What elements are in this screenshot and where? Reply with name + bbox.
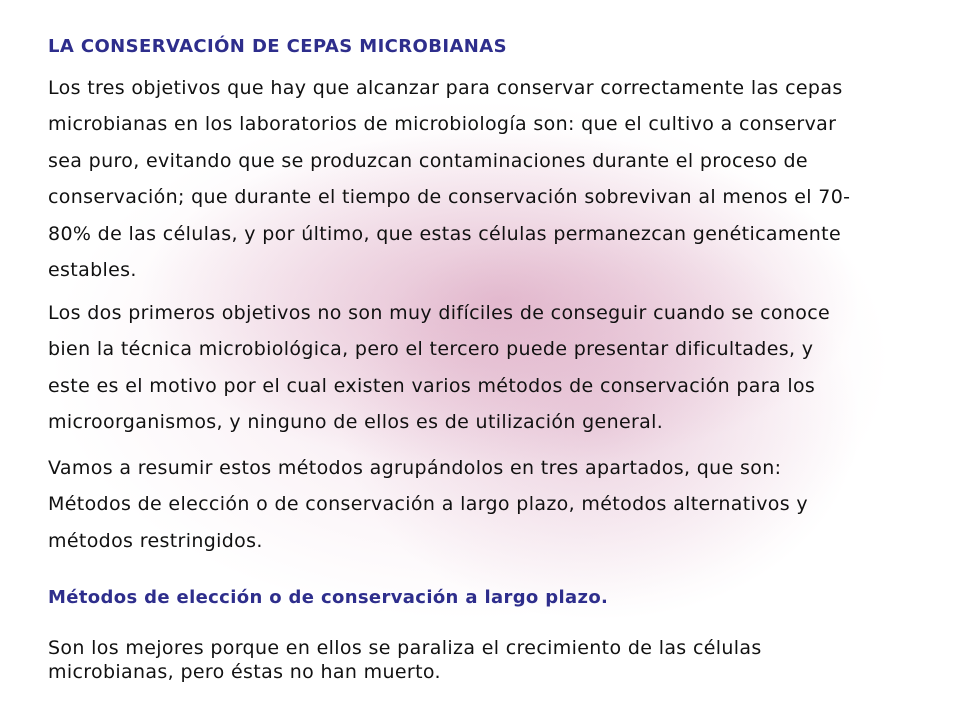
text-line: Los tres objetivos que hay que alcanzar para conservar correctamente las cepas [48, 77, 843, 99]
text-line: Métodos de elección o de conservación a largo plazo, métodos alternativos y [48, 493, 809, 516]
text-line: Vamos a resumir estos métodos agrupándolos en tres apartados, que son: [48, 457, 782, 479]
paragraph-difficulties [48, 295, 928, 441]
paragraph-summary [48, 450, 928, 559]
text-line: este es el motivo por el cual existen varios métodos de conservación para los [48, 374, 816, 397]
text-line: conservación; que durante el tiempo de conservación sobrevivan al menos el 70- [48, 186, 851, 209]
text-line: sea puro, evitando que se produzcan contaminaciones durante el proceso de [48, 149, 808, 172]
section-subtitle: Métodos de elección o de conservación a largo plazo. [48, 587, 609, 608]
text-line: Los dos primeros objetivos no son muy difíciles de conseguir cuando se conoce [48, 302, 831, 324]
text-line: Son los mejores porque en ellos se paraliza el crecimiento de las células [48, 637, 762, 659]
text-line: microbianas en los laboratorios de microbiología son: que el cultivo a conservar [48, 113, 837, 136]
text-line: estables. [48, 259, 137, 282]
slide-title: LA CONSERVACIÓN DE CEPAS MICROBIANAS [48, 36, 507, 57]
paragraph-objectives [48, 70, 928, 288]
text-line: métodos restringidos. [48, 529, 263, 552]
paragraph-closing [48, 636, 928, 684]
text-line: bien la técnica microbiológica, pero el tercero puede presentar dificultades, y [48, 338, 814, 361]
text-line: microorganismos, y ninguno de ellos es de utilización general. [48, 411, 664, 434]
text-line: 80% de las células, y por último, que estas células permanezcan genéticamente [48, 222, 842, 245]
text-line: microbianas, pero éstas no han muerto. [48, 661, 441, 683]
